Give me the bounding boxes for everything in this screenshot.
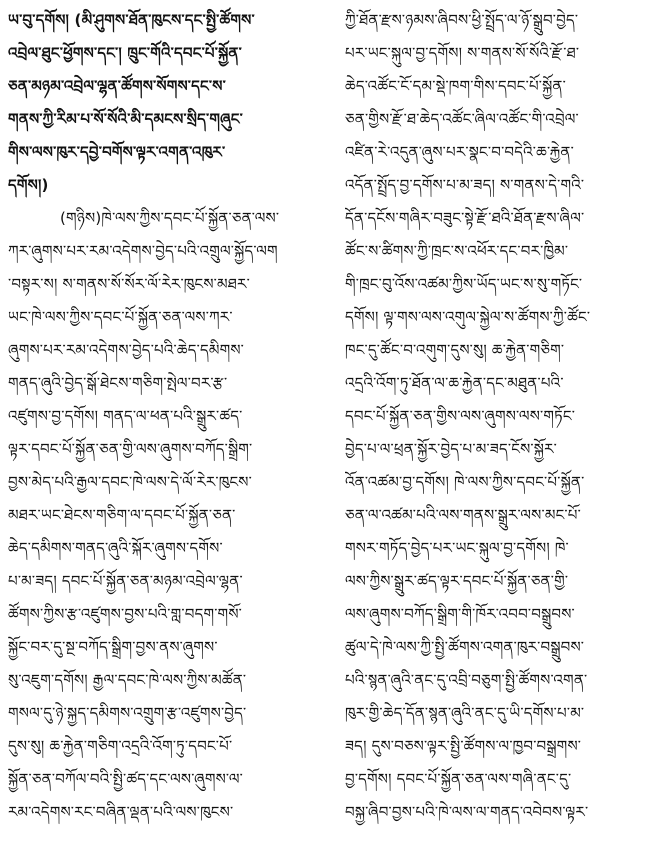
left-text-column bbox=[8, 4, 310, 850]
text-line: བྱ་དགོས། དབང་པོ་སྐྱོན་ཅན་ལས་གཞི་ནང་དུ་ bbox=[345, 770, 572, 788]
text-line: ཅན་མཉམ་འབྲེལ་ལྷན་ཚོགས་སོགས་དང་ས་ bbox=[8, 77, 226, 95]
text-line: ཆེད་འཚོང་ངོ་དམ་སྡེ་ཁག་གིས་དབང་པོ་སྐྱོན་ bbox=[345, 77, 566, 95]
text-line: དགོས། ལྟ་གས་ལས་འགུལ་སྐྱེལ་ས་ཚོགས་ཀྱི་ཚོང་ bbox=[345, 308, 591, 326]
text-line: ཀར་ཞུགས་པར་རམ་འདེགས་བྱེད་པའི་འགྲུལ་སྐྱོད་ལག bbox=[8, 242, 278, 260]
text-line: ལས་ཀྱིས་སྒྲུར་ཚད་ལྟར་དབང་པོ་སྐྱོན་ཅན་གྱི་ bbox=[345, 572, 569, 590]
text-line: ལས་ཞུགས་བཀོད་སྒྲིག་གི་ཁོར་འབབ་བསྒྲུབས་ bbox=[345, 605, 575, 623]
text-line: པའི་སྙན་ཞུའི་ནང་དུ་འབྲི་བཅུག་སྤྱི་ཚོགས་འགན་ bbox=[345, 671, 588, 689]
text-line: ཞུགས་པར་རམ་འདེགས་བྱེད་པའི་ཆེད་དམིགས་ bbox=[8, 341, 245, 359]
text-line: འཛིན་རེ་འདུན་ཞུས་པར་སྣང་བ་བདེའི་ཆ་རྐྱེན་ bbox=[345, 143, 574, 161]
text-line: ཁུར་གྱི་ཆེད་དོན་སྙན་ཞུའི་ནང་དུ་ཡི་དགོས་པ་མ་ bbox=[345, 704, 585, 722]
right-text-column bbox=[345, 4, 647, 850]
text-line: ཅན་གྱིས་རྫོ་ཐ་ཆེད་འཚོང་ཞིལ་འཚོང་གི་འབྲེལ་ bbox=[345, 110, 579, 128]
text-line: གི་ཁྲང་བུ་འོས་འཚམ་ཀྱིས་ཡོད་ཡང་ས་སུ་གཏོང་ bbox=[345, 275, 583, 293]
text-line: དུས་སུ། ཆ་རྐྱེན་གཅིག་འདྲའི་འོག་ཏུ་དབང་པོ་ bbox=[8, 737, 233, 755]
text-line: པ་མ་ཟད། དབང་པོ་སྐྱོན་ཅན་མཉམ་འབྲེལ་ལྷན་ bbox=[8, 572, 243, 590]
text-line: འདྲའི་འོག་ཏུ་ཐོན་ལ་ཆ་རྐྱེན་དང་མཐུན་པའི་ bbox=[345, 374, 564, 392]
text-line: ་བསྟར་ས། ས་གནས་སོ་སོར་ལོ་རེར་ཁུངས་མཐར་ bbox=[8, 275, 250, 293]
text-line: སུ་འཇུག་དགོས། རྒྱལ་དབང་ཁེ་ལས་ཀྱིས་མཚོན་ bbox=[8, 671, 247, 689]
text-line: གིས་ལས་ཁུར་དབྱེ་བགོས་ལྟར་འགན་འཁུར་ bbox=[8, 143, 226, 161]
text-line: སྐྱོན་ཅན་བཀོལ་བའི་སྤྱི་ཚད་དང་ལས་ཞུགས་ལ་ bbox=[8, 770, 243, 788]
text-line: ཚོགས་ཀྱིས་རྩ་འཛུགས་བྱས་པའི་གླ་བདག་གསོ་ bbox=[8, 605, 242, 623]
text-line: ཡང་ཁེ་ལས་ཀྱིས་དབང་པོ་སྐྱོན་ཅན་ལས་ཀར་ bbox=[8, 308, 233, 326]
text-line: དོན་དངོས་གཞིར་བཟུང་སྟེ་རྫོ་ཐའི་ཐོན་རྫས་ཞིལ་ bbox=[345, 209, 585, 227]
text-line: འབྲེལ་ཐུང་ཕྱོགས་དང་། ཁྲུང་གོའི་དབང་པོ་སྐྱོན་ bbox=[8, 44, 242, 62]
text-line: དབང་པོ་སྐྱོན་ཅན་གྱིས་ལས་ཞུགས་ལས་གཏོང་ bbox=[345, 407, 576, 425]
text-line: ཚུལ་དེ་ཁེ་ལས་ཀྱི་སྤྱི་ཚོགས་འགན་ཁུར་བསྒྲུབས་ bbox=[345, 638, 585, 656]
text-line: བྱས་མེད་པའི་རྒྱལ་དབང་ཁེ་ལས་དེ་ལོ་རེར་ཁུངས་ bbox=[8, 473, 252, 491]
text-line: ཚོང་ས་ཚིགས་ཀྱི་ཁྲང་ས་འཕོར་དང་བར་ཁྱིམ་ bbox=[345, 242, 569, 260]
text-line: (གཉིས)ཁེ་ལས་ཀྱིས་དབང་པོ་སྐྱོན་ཅན་ལས་ bbox=[60, 209, 280, 227]
text-line: འོན་འཚམ་བྱ་དགོས། ཁེ་ལས་ཀྱིས་དབང་པོ་སྐྱོན་ bbox=[345, 473, 585, 491]
text-line: ཁང་དུ་ཚོང་བ་འགུག་དུས་སུ། ཆ་རྐྱེན་གཅིག་ bbox=[345, 341, 565, 359]
text-line: ཡ་བུ་དགོས། (མི་ཤུགས་ཐོན་ཁུངས་དང་སྤྱི་ཚོགས་ bbox=[8, 11, 255, 29]
text-line: པར་ཡང་སྐུལ་བྱ་དགོས། ས་གནས་སོ་སོའི་རྫོ་ཐ་ bbox=[345, 44, 580, 62]
text-line: གནད་ཞུའི་བྱེད་སྒོ་ཐེངས་གཅིག་སྤེལ་བར་རྩ་ bbox=[8, 374, 228, 392]
text-line: གསལ་དུ་ཉེ་སྐྱད་དམིགས་འགྲུག་རྩ་འཛུགས་བྱེད་ bbox=[8, 704, 247, 722]
text-line: ཟད། དུས་བཅས་ལྟར་སྤྱི་ཚོགས་ལ་ཁྱབ་བསྒྲགས་ bbox=[345, 737, 582, 755]
text-line: འཛུགས་བྱ་དགོས། གནད་ལ་ཕན་པའི་སྒྲུར་ཚད་ bbox=[8, 407, 243, 425]
text-line: འདོན་སྤྲོད་བྱ་དགོས་པ་མ་ཟད། ས་གནས་དེ་གའི་ bbox=[345, 176, 585, 194]
text-line: ཀྱི་ཐོན་རྫས་ཉམས་ཞིབས་ཕྱི་སྤྲོད་ལ་ཉོ་སྒྲུབ་བྱེད་ bbox=[345, 11, 579, 29]
text-line: སྐྱོང་བར་དུ་སྔ་བཀོད་སྒྲིག་བྱས་ནས་ཞུགས་ bbox=[8, 638, 218, 656]
text-line: གནས་ཀྱི་རིམ་པ་སོ་སོའི་མི་དམངས་སྲིད་གཞུང་ bbox=[8, 110, 243, 128]
text-line: ལྟར་དབང་པོ་སྐྱོན་ཅན་གྱི་ལས་ཞུགས་བཀོད་སྒྲིག་ bbox=[8, 440, 253, 458]
text-line: མཐར་ཡང་ཐེངས་གཅིག་ལ་དབང་པོ་སྐྱོན་ཅན་ bbox=[8, 506, 236, 524]
text-line: གསར་གཏོད་བྱེད་པར་ཡང་སྐུལ་བྱ་དགོས། ཁེ་ bbox=[345, 539, 569, 557]
text-line: ཅན་ལ་འཚམ་པའི་ལས་གནས་སྒྲུར་ལས་མང་པོ་ bbox=[345, 506, 581, 524]
text-line: བྱེད་པ་ལ་ཕྲན་སྐྱོར་བྱེད་པ་མ་ཟད་ངོས་སྐྱོར་ bbox=[345, 440, 557, 458]
text-line: བསྐྱ་ཞིབ་བྱས་པའི་ཁེ་ལས་ལ་གནད་འབེབས་ལྟར་ bbox=[345, 803, 589, 821]
text-line: ཆེད་དམིགས་གནད་ཞུའི་སྐོར་ཞུགས་དགོས་ bbox=[8, 539, 223, 557]
text-line: རམ་འདེགས་རང་བཞིན་ལྡན་པའི་ལས་ཁུངས་ bbox=[8, 803, 234, 821]
text-line: དགོས།) bbox=[8, 176, 49, 194]
